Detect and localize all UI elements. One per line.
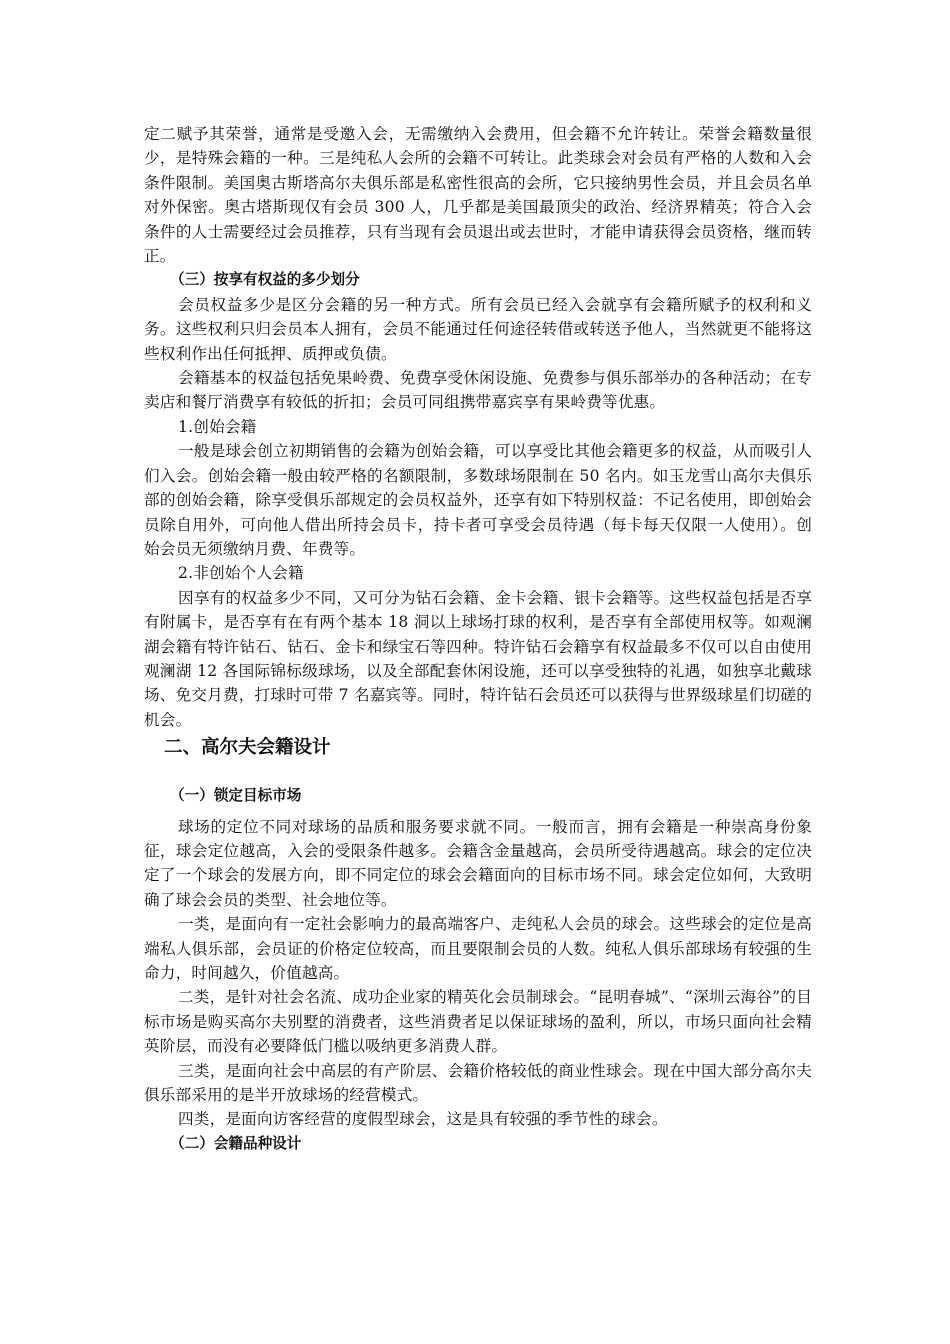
section-heading-rights: （三）按享有权益的多少划分 <box>170 271 360 289</box>
list-item-founding-membership: 1.创始会籍 <box>178 417 257 436</box>
chapter-heading-membership-design: 二、高尔夫会籍设计 <box>164 737 331 759</box>
section-heading-membership-variety: （二）会籍品种设计 <box>170 1134 302 1152</box>
paragraph-target-1: 球场的定位不同对球场的品质和服务要求就不同。一般而言，拥有会籍是一种崇高身份象征，球会定位越高，入会的受限条件越多。会籍含金量越高，会员所受待遇越高。球会的定位决定了一个球会的发展方向，即不同定位的球会会籍面向的目标市场不同。球会定位如何，大致明确了球会会员的类型、社会地位等。 <box>144 817 812 909</box>
paragraph-rights-1: 会员权益多少是区分会籍的另一种方式。所有会员已经入会就享有会籍所赋予的权利和义务。这些权利只归会员本人拥有，会员不能通过任何途径转借或转送予他人，当然就更不能将这些权利作出任何抵押、质押或负债。 <box>144 295 812 363</box>
paragraph-target-2: 一类，是面向有一定社会影响力的最高端客户、走纯私人会员的球会。这些球会的定位是高端私人俱乐部，会员证的价格定位较高，而且要限制会员的人数。纯私人俱乐部球场有较强的生命力，时间越久，价值越高。 <box>144 915 812 982</box>
paragraph-intro: 定二赋予其荣誉，通常是受邀入会，无需缴纳入会费用，但会籍不允许转让。荣誉会籍数量很少，是特殊会籍的一种。三是纯私人会所的会籍不可转让。此类球会对会员有严格的人数和入会条件限制。美国奥古斯塔高尔夫俱乐部是私密性很高的会所，它只接纳男性会员，并且会员名单对外保密。奥古塔斯现仅有会员 300 人，几乎都是美国最顶尖的政治、经济界精英；符合入会条件的人士需要经过会员推荐，只有当现有会员退出或去世时，才能申请获得会员资格，继而转正。 <box>144 125 812 266</box>
paragraph-founding-membership: 一般是球会创立初期销售的会籍为创始会籍，可以享受比其他会籍更多的权益，从而吸引人们入会。创始会籍一般由较严格的名额限制，多数球场限制在 50 名内。如玉龙雪山高尔夫俱乐部的创始会籍，除享受俱乐部规定的会员权益外，还享有如下特别权益：不记名使用，即创始会员除自用外，可向他人借出所持会员卡，持卡者可享受会员待遇（每卡每天仅限一人使用）。创始会员无须缴纳月费、年费等。 <box>144 442 812 558</box>
list-item-non-founding-membership: 2.非创始个人会籍 <box>178 564 304 583</box>
spacer <box>144 762 812 784</box>
paragraph-non-founding-membership: 因享有的权益多少不同，又可分为钻石会籍、金卡会籍、银卡会籍等。这些权益包括是否享有附属卡，是否享有在有两个基本 18 洞以上球场打球的权利，是否享有全部使用权等。如观澜湖会籍有特许钻石、钻石、金卡和绿宝石等四种。特许钻石会籍享有权益最多不仅可以自由使用观澜湖 12 各国际锦标级球场，以及全部配套休闲设施，还可以享受独特的礼遇，如独享北戴球场、免交月费，打球时可带 7 名嘉宾等。同时，特许钻石会员还可以获得与世界级球星们切磋的机会。 <box>144 588 812 729</box>
paragraph-rights-2: 会籍基本的权益包括免果岭费、免费享受休闲设施、免费参与俱乐部举办的各种活动；在专卖店和餐厅消费享有较低的折扣；会员可同组携带嘉宾享有果岭费等优惠。 <box>144 369 812 412</box>
document-page <box>144 122 812 1156</box>
paragraph-target-4: 三类，是面向社会中高层的有产阶层、会籍价格较低的商业性球会。现在中国大部分高尔夫俱乐部采用的是半开放球场的经营模式。 <box>144 1061 812 1105</box>
paragraph-target-5: 四类，是面向访客经营的度假型球会，这是具有较强的季节性的球会。 <box>178 1110 668 1129</box>
section-heading-target-market: （一）锁定目标市场 <box>170 787 302 805</box>
paragraph-target-3: 二类，是针对社会名流、成功企业家的精英化会员制球会。“昆明春城”、“深圳云海谷”的目标市场是购买高尔夫别墅的消费者，这些消费者足以保证球场的盈利，所以，市场只面向社会精英阶层，而没有必要降低门槛以吸纳更多消费人群。 <box>144 988 812 1056</box>
